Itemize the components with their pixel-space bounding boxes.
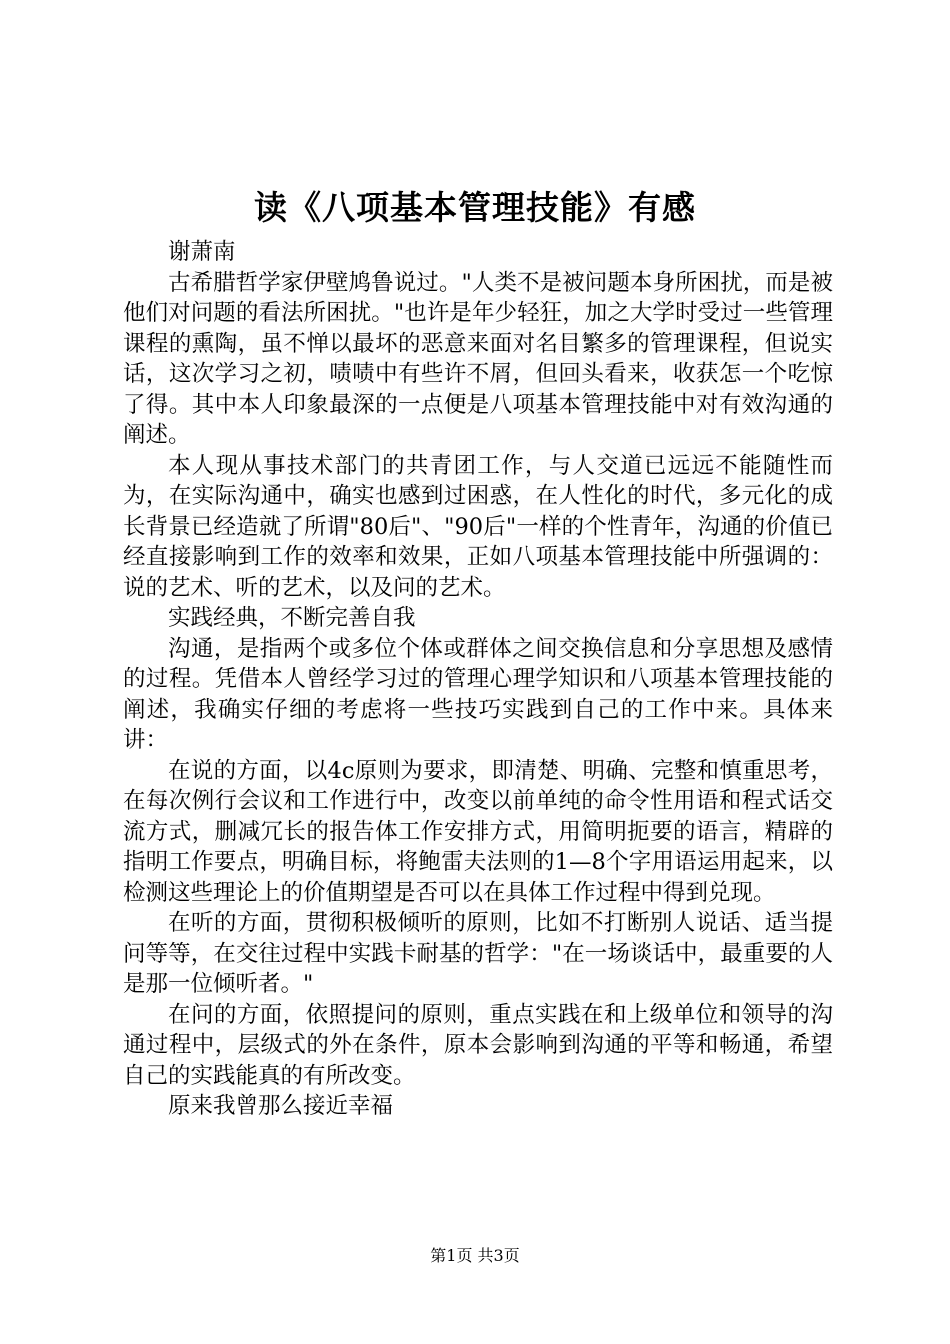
- paragraph: 在说的方面，以4c原则为要求，即清楚、明确、完整和慎重思考，在每次例行会议和工作进行中，改变以前单纯的命令性用语和程式话交流方式，删减冗长的报告体工作安排方式，用简明扼要的语言，精辟的指明工作要点，明确目标，将鲍雷夫法则的1—8个字用语运用起来，以检测这些理论上的价值期望是否可以在具体工作过程中得到兑现。: [123, 757, 833, 906]
- paragraph: 在问的方面，依照提问的原则，重点实践在和上级单位和领导的沟通过程中，层级式的外在条件，原本会影响到沟通的平等和畅通，希望自己的实践能真的有所改变。: [123, 1001, 833, 1089]
- page-number-footer: 第1页 共3页: [430, 1246, 520, 1265]
- author-line: 谢萧南: [168, 239, 236, 265]
- section-heading: 实践经典，不断完善自我: [168, 605, 416, 631]
- document-body: [123, 237, 833, 1122]
- paragraph: 本人现从事技术部门的共青团工作，与人交道已远远不能随性而为，在实际沟通中，确实也感到过困惑，在人性化的时代，多元化的成长背景已经造就了所谓"80后"、"90后"一样的个性青年，沟通的价值已经直接影响到工作的效率和效果，正如八项基本管理技能中所强调的：说的艺术、听的艺术，以及问的艺术。: [123, 452, 833, 601]
- paragraph: 在听的方面，贯彻积极倾听的原则，比如不打断别人说话、适当提问等等，在交往过程中实践卡耐基的哲学："在一场谈话中，最重要的人是那一位倾听者。": [123, 910, 833, 997]
- section-heading: 原来我曾那么接近幸福: [168, 1093, 394, 1119]
- paragraph: 古希腊哲学家伊壁鸠鲁说过。"人类不是被问题本身所困扰，而是被他们对问题的看法所困扰。"也许是年少轻狂，加之大学时受过一些管理课程的熏陶，虽不惮以最坏的恶意来面对名目繁多的管理课程，但说实话，这次学习之初，啧啧中有些许不屑，但回头看来，收获怎一个吃惊了得。其中本人印象最深的一点便是八项基本管理技能中对有效沟通的阐述。: [123, 269, 833, 448]
- paragraph: 沟通，是指两个或多位个体或群体之间交换信息和分享思想及感情的过程。凭借本人曾经学习过的管理心理学知识和八项基本管理技能的阐述，我确实仔细的考虑将一些技巧实践到自己的工作中来。具体来讲：: [123, 635, 833, 753]
- document-title: 读《八项基本管理技能》有感: [254, 188, 696, 227]
